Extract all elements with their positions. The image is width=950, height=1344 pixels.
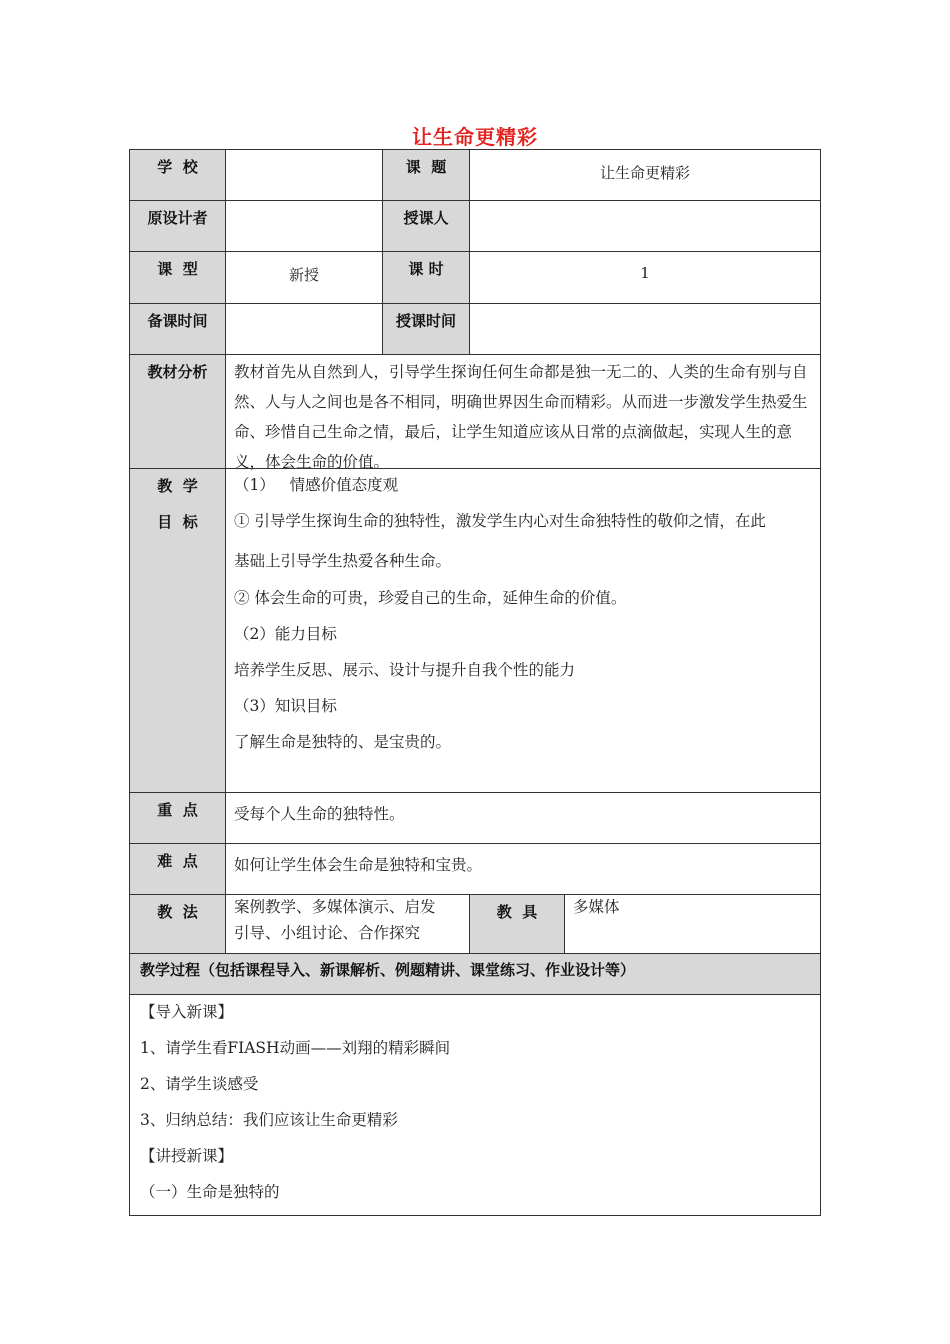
teach-time-label: 授课时间 — [395, 312, 456, 330]
process-body-cell — [129, 994, 821, 1216]
process-line: 3、归纳总结：我们应该让生命更精彩 — [140, 1111, 398, 1129]
teach-time-label-cell — [382, 303, 470, 355]
topic-value: 让生命更精彩 — [599, 164, 690, 182]
analysis-value-cell — [225, 354, 821, 469]
objective-line: （3）知识目标 — [234, 697, 337, 715]
teacher-label-cell — [382, 200, 470, 252]
periods-label-cell — [382, 251, 470, 304]
process-line: （一）生命是独特的 — [140, 1183, 280, 1201]
process-line: 【讲授新课】 — [140, 1147, 234, 1165]
difficulty-label: 难 点 — [157, 852, 198, 870]
topic-label: 课 题 — [405, 158, 447, 176]
analysis-text: 教材首先从自然到人，引导学生探询任何生命都是独一无二的、人类的生命有别与自然、人与人之间也是各不相同，明确世界因生命而精彩。从而进一步激发学生热爱生命、珍惜自己生命之情，最后，让学生知道应该从日常的点滴做起，实现人生的意义，体会生命的价值。 — [234, 363, 808, 471]
key-point-value: 受每个人生命的独特性。 — [234, 805, 405, 823]
periods-value-cell — [469, 251, 821, 304]
objectives-label-line-1: 教 学 — [157, 477, 198, 495]
prep-time-label: 备课时间 — [147, 312, 208, 330]
lesson-type-value-cell — [225, 251, 383, 304]
document-title: 让生命更精彩 — [412, 125, 538, 149]
methods-line: 案例教学、多媒体演示、启发 — [234, 898, 436, 916]
process-line: 2、请学生谈感受 — [140, 1075, 259, 1093]
designer-label-cell — [129, 200, 226, 252]
objective-line: 基础上引导学生热爱各种生命。 — [234, 552, 452, 570]
analysis-label-cell — [129, 354, 226, 469]
prep-time-value-cell — [225, 303, 383, 355]
tools-label-cell — [469, 894, 565, 954]
process-line: 1、请学生看FIASH动画——刘翔的精彩瞬间 — [140, 1039, 451, 1057]
methods-line: 引导、小组讨论、合作探究 — [234, 924, 421, 942]
lesson-type-value: 新授 — [288, 266, 319, 284]
teach-time-value-cell — [469, 303, 821, 355]
methods-label: 教 法 — [157, 903, 198, 921]
school-label-cell — [129, 149, 226, 201]
designer-label: 原设计者 — [147, 209, 208, 227]
analysis-label: 教材分析 — [147, 363, 208, 381]
process-header-cell — [129, 953, 821, 995]
prep-time-label-cell — [129, 303, 226, 355]
tools-value-cell — [564, 894, 821, 954]
key-point-value-cell — [225, 792, 821, 844]
lesson-type-label-cell — [129, 251, 226, 304]
periods-label: 课 时 — [408, 260, 444, 278]
methods-value-cell — [225, 894, 470, 954]
objective-line: ① 引导学生探询生命的独特性，激发学生内心对生命独特性的敬仰之情，在此 — [234, 512, 766, 530]
objective-line: 了解生命是独特的、是宝贵的。 — [234, 733, 452, 751]
key-point-label-cell — [129, 792, 226, 844]
tools-value: 多媒体 — [573, 898, 620, 916]
objectives-label-line-2: 目 标 — [157, 513, 198, 531]
objective-line: （1） 情感价值态度观 — [234, 476, 399, 494]
teacher-value-cell — [469, 200, 821, 252]
periods-value: 1 — [640, 264, 650, 282]
school-label: 学 校 — [157, 158, 198, 176]
tools-label: 教 具 — [496, 903, 538, 921]
difficulty-label-cell — [129, 843, 226, 895]
topic-label-cell — [382, 149, 470, 201]
topic-value-cell — [469, 149, 821, 201]
objective-line: 培养学生反思、展示、设计与提升自我个性的能力 — [234, 661, 576, 679]
process-header: 教学过程（包括课程导入、新课解析、例题精讲、课堂练习、作业设计等） — [140, 961, 636, 979]
objective-line: （2）能力目标 — [234, 625, 337, 643]
objectives-label-cell — [129, 468, 226, 793]
objective-line: ② 体会生命的可贵，珍爱自己的生命，延伸生命的价值。 — [234, 589, 627, 607]
lesson-type-label: 课 型 — [157, 260, 198, 278]
key-point-label: 重 点 — [157, 801, 198, 819]
process-line: 【导入新课】 — [140, 1003, 234, 1021]
objectives-value-cell — [225, 468, 821, 793]
difficulty-value-cell — [225, 843, 821, 895]
teacher-label: 授课人 — [403, 209, 449, 227]
methods-label-cell — [129, 894, 226, 954]
difficulty-value: 如何让学生体会生命是独特和宝贵。 — [234, 856, 483, 874]
school-value-cell — [225, 149, 383, 201]
designer-value-cell — [225, 200, 383, 252]
